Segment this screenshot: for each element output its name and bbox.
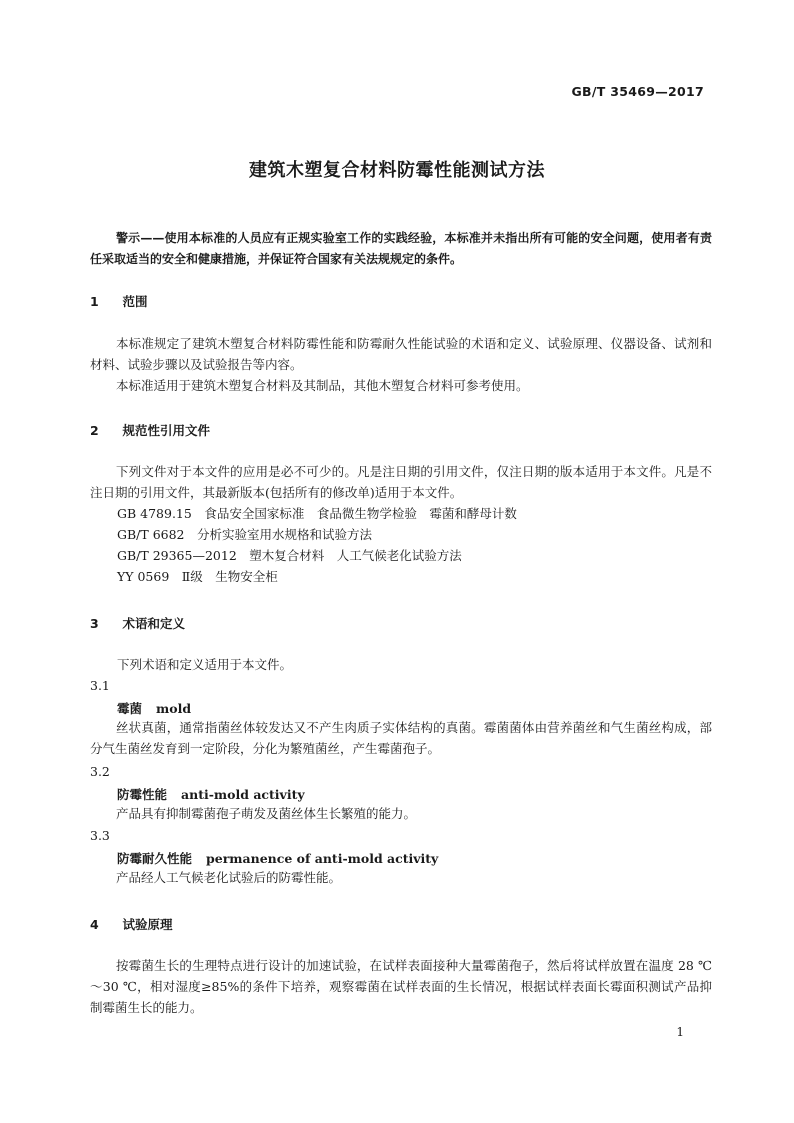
section-2-heading (90, 421, 210, 439)
term-number: 3.1 (90, 678, 110, 693)
document-title: 建筑木塑复合材料防霉性能测试方法 (249, 160, 545, 181)
term-zh: 防霉性能 (117, 787, 168, 802)
term-title (117, 699, 191, 717)
term-definition: 丝状真菌，通常指菌丝体较发达又不产生肉质子实体结构的真菌。霉菌菌体由营养菌丝和气生菌丝构成，部分气生菌丝发育到一定阶段，分化为繁殖菌丝，产生霉菌孢子。 (90, 720, 712, 756)
term-zh: 防霉耐久性能 (117, 851, 193, 866)
reference-item: YY 0569 Ⅱ级 生物安全柜 (117, 569, 278, 584)
section-title: 范围 (122, 294, 148, 309)
section-1-paragraph-1: 本标准规定了建筑木塑复合材料防霉性能和防霉耐久性能试验的术语和定义、试验原理、仪器设备、试剂和材料、试验步骤以及试验报告等内容。 (90, 336, 712, 372)
section-number: 2 (90, 423, 99, 438)
section-4-paragraph-1: 按霉菌生长的生理特点进行设计的加速试验，在试样表面接种大量霉菌孢子，然后将试样放置在温度 28 ℃～30 ℃，相对湿度≥85%的条件下培养，观察霉菌在试样表面的生长情况，根据试样表面长霉面积测试产品抑制霉菌生长的能力。 (90, 958, 712, 1015)
page-number: 1 (676, 1025, 684, 1039)
term-number: 3.3 (90, 828, 110, 843)
section-title: 试验原理 (122, 917, 173, 932)
section-title: 术语和定义 (122, 616, 186, 631)
term-definition: 产品经人工气候老化试验后的防霉性能。 (116, 870, 342, 885)
reference-item: GB/T 29365—2012 塑木复合材料 人工气候老化试验方法 (117, 548, 462, 563)
section-title: 规范性引用文件 (122, 423, 211, 438)
term-en: mold (156, 701, 192, 716)
term-number: 3.2 (90, 764, 110, 779)
term-title (117, 849, 438, 867)
section-3-heading (90, 614, 185, 632)
term-en: permanence of anti-mold activity (206, 851, 439, 866)
section-number: 3 (90, 616, 99, 631)
section-2-paragraph-1: 下列文件对于本文件的应用是必不可少的。凡是注日期的引用文件，仅注日期的版本适用于本文件。凡是不注日期的引用文件，其最新版本(包括所有的修改单)适用于本文件。 (90, 464, 712, 500)
term-en: anti-mold activity (181, 787, 305, 802)
section-4-heading (90, 915, 173, 933)
reference-item: GB/T 6682 分析实验室用水规格和试验方法 (117, 527, 373, 542)
section-number: 4 (90, 917, 99, 932)
section-1-paragraph-2: 本标准适用于建筑木塑复合材料及其制品，其他木塑复合材料可参考使用。 (116, 378, 529, 393)
term-title (117, 785, 305, 803)
section-1-heading (90, 292, 148, 310)
warning-paragraph: 警示——使用本标准的人员应有正规实验室工作的实践经验，本标准并未指出所有可能的安全问题，使用者有责任采取适当的安全和健康措施，并保证符合国家有关法规规定的条件。 (90, 231, 712, 266)
section-3-intro: 下列术语和定义适用于本文件。 (117, 657, 293, 672)
term-definition: 产品具有抑制霉菌孢子萌发及菌丝体生长繁殖的能力。 (116, 806, 417, 821)
section-number: 1 (90, 294, 99, 309)
standard-code: GB/T 35469—2017 (571, 84, 704, 99)
term-zh: 霉菌 (117, 701, 143, 716)
reference-item: GB 4789.15 食品安全国家标准 食品微生物学检验 霉菌和酵母计数 (117, 506, 517, 521)
